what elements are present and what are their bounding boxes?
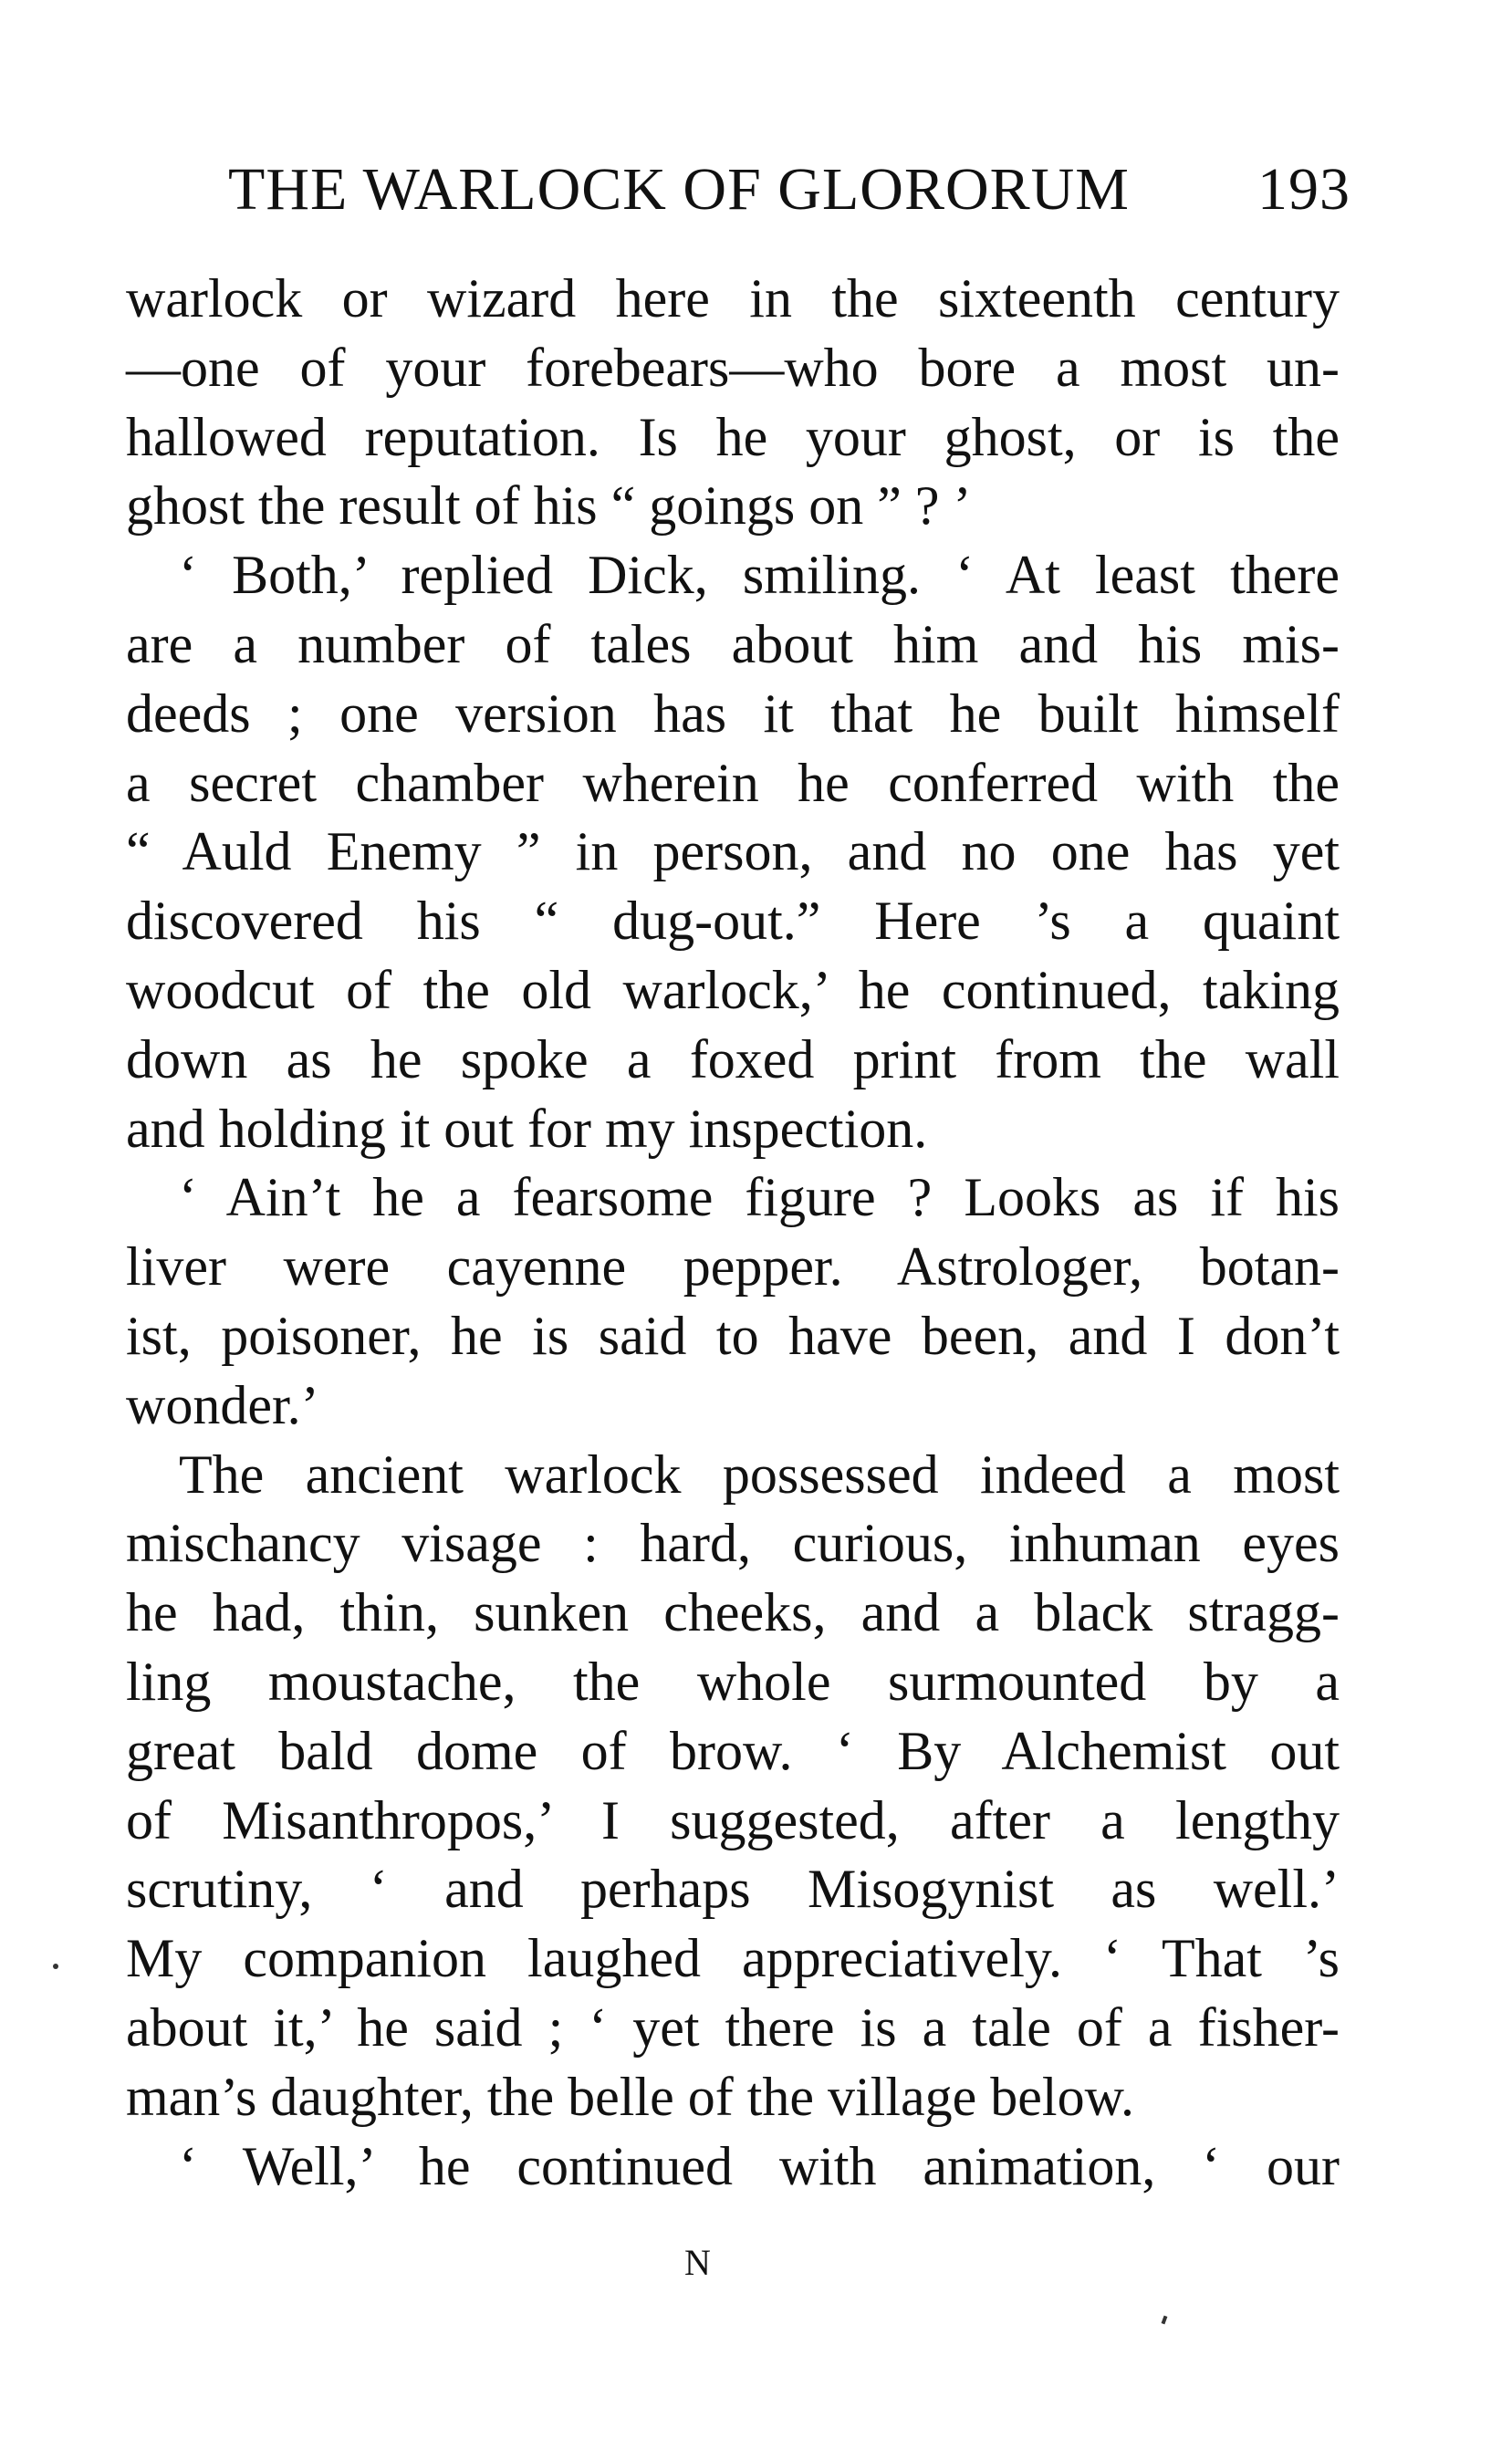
text-line: and holding it out for my inspection.: [126, 1098, 928, 1159]
text-line: mischancy visage : hard, curious, inhuman eyes: [126, 1513, 1340, 1574]
running-head: [228, 153, 1350, 226]
text-line: woodcut of the old warlock,’ he continued, taking: [126, 959, 1340, 1020]
print-speck: [1162, 2316, 1168, 2325]
margin-mark: [53, 1964, 58, 1969]
text-line: hallowed reputation. Is he your ghost, or is the: [126, 406, 1340, 467]
text-line: ‘ Ain’t he a fearsome figure ? Looks as if his: [179, 1167, 1340, 1228]
text-line: great bald dome of brow. ‘ By Alchemist out: [126, 1720, 1340, 1781]
text-line: —one of your forebears—who bore a most un-: [126, 337, 1340, 398]
text-line: a secret chamber wherein he conferred with the: [126, 752, 1340, 813]
running-head-title: THE WARLOCK OF GLORORUM: [228, 156, 1130, 223]
text-line: liver were cayenne pepper. Astrologer, botan-: [126, 1236, 1340, 1298]
text-line: The ancient warlock possessed indeed a most: [179, 1444, 1340, 1505]
text-line: are a number of tales about him and his mis-: [126, 613, 1340, 674]
text-line: man’s daughter, the belle of the village below.: [126, 2066, 1135, 2127]
signature-mark: N: [684, 2242, 712, 2283]
page-number: 193: [1257, 156, 1350, 223]
text-line: he had, thin, sunken cheeks, and a black stragg-: [126, 1582, 1340, 1643]
text-line: My companion laughed appreciatively. ‘ That ’s: [126, 1928, 1340, 1989]
text-line: about it,’ he said ; ‘ yet there is a tale of a fisher-: [126, 1996, 1340, 2058]
text-line: ling moustache, the whole surmounted by a: [126, 1651, 1340, 1712]
text-line: down as he spoke a foxed print from the wall: [126, 1028, 1340, 1089]
text-line: discovered his “ dug-out.” Here ’s a quaint: [126, 891, 1340, 952]
text-line: warlock or wizard here in the sixteenth century: [126, 268, 1340, 328]
text-line: ghost the result of his “ goings on ” ? ’: [126, 475, 972, 537]
text-line: deeds ; one version has it that he built himself: [126, 683, 1340, 744]
text-line: scrutiny, ‘ and perhaps Misogynist as well.’: [126, 1859, 1340, 1920]
body-text: [126, 265, 1340, 2201]
text-line: ‘ Both,’ replied Dick, smiling. ‘ At least there: [179, 545, 1340, 606]
text-line: ‘ Well,’ he continued with animation, ‘ our: [179, 2135, 1340, 2196]
text-line: “ Auld Enemy ” in person, and no one has yet: [126, 821, 1340, 882]
text-line: of Misanthropos,’ I suggested, after a lengthy: [126, 1789, 1340, 1850]
text-line: ist, poisoner, he is said to have been, and I don’t: [126, 1305, 1340, 1366]
text-line: wonder.’: [126, 1374, 319, 1435]
